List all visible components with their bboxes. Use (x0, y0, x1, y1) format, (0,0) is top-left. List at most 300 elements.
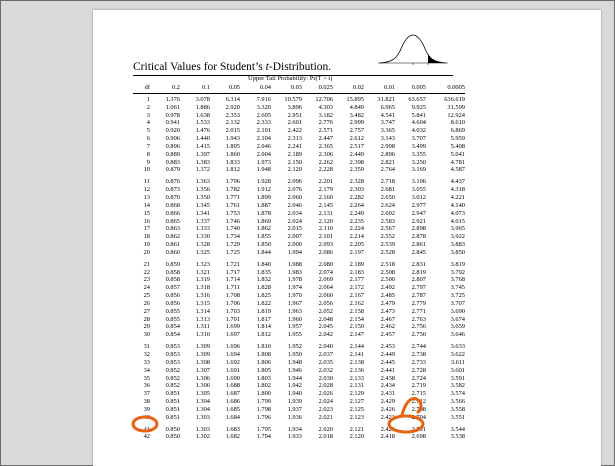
df-cell: 3 (146, 111, 150, 119)
value-cell: 2.712 (411, 398, 426, 406)
df-cell: 1 (146, 95, 150, 103)
df-cell: 13 (143, 193, 150, 201)
value-cell: 4.849 (349, 103, 364, 111)
value-cell: 1.683 (225, 425, 240, 433)
value-cell: 1.878 (256, 209, 271, 217)
value-cell: 2.136 (349, 366, 364, 374)
value-cell: 2.177 (349, 276, 364, 284)
value-cell: 1.690 (225, 374, 240, 382)
value-cell: 2.125 (349, 405, 364, 413)
value-cell: 2.046 (287, 201, 302, 209)
value-cell: 2.120 (318, 217, 333, 225)
value-cell: 2.704 (411, 413, 426, 421)
value-cell: 2.698 (411, 433, 426, 441)
value-cell: 2.328 (349, 178, 364, 186)
value-cell: 1.696 (225, 343, 240, 351)
value-cell: 2.040 (318, 343, 333, 351)
value-cell: 1.383 (195, 158, 210, 166)
value-cell: 2.060 (318, 292, 333, 300)
value-cell: 1.307 (195, 366, 210, 374)
value-cell: 0.861 (165, 241, 180, 249)
value-cell: 1.309 (195, 343, 210, 351)
df-cell: 31 (143, 343, 150, 351)
value-cell: 1.940 (287, 390, 302, 398)
value-cell: 2.042 (318, 331, 333, 339)
table-row (133, 316, 465, 324)
value-cell: 2.015 (225, 127, 240, 135)
value-cell: 2.453 (380, 343, 395, 351)
value-cell: 63.657 (408, 95, 426, 103)
value-cell: 1.691 (225, 366, 240, 374)
value-cell: 1.948 (256, 166, 271, 174)
value-cell: 1.310 (195, 331, 210, 339)
value-cell: 2.144 (349, 343, 364, 351)
value-cell: 2.129 (349, 390, 364, 398)
value-cell: 3.646 (450, 331, 465, 339)
value-cell: 1.782 (225, 186, 240, 194)
value-cell: 1.304 (195, 398, 210, 406)
value-cell: 1.397 (195, 150, 210, 158)
table-row (133, 93, 465, 103)
table-row (133, 225, 465, 233)
value-cell: 1.684 (225, 413, 240, 421)
value-cell: 4.015 (450, 217, 465, 225)
value-cell: 5.408 (450, 142, 465, 150)
table-row (133, 127, 465, 135)
value-cell: 1.692 (225, 358, 240, 366)
value-cell: 1.988 (287, 260, 302, 268)
value-cell: 0.870 (165, 193, 180, 201)
value-cell: 2.160 (318, 193, 333, 201)
value-cell: 2.896 (380, 150, 395, 158)
df-cell: 9 (146, 158, 150, 166)
value-cell: 2.080 (318, 260, 333, 268)
table-title: Critical Values for Student’s t-Distribution. (133, 61, 332, 73)
value-cell: 2.020 (318, 425, 333, 433)
value-cell: 3.965 (450, 225, 465, 233)
value-cell: 2.715 (411, 390, 426, 398)
df-cell: 27 (143, 307, 150, 315)
value-cell: 2.528 (380, 248, 395, 256)
value-cell: 2.133 (349, 374, 364, 382)
value-cell: 3.544 (450, 425, 465, 433)
value-cell: 6.314 (225, 95, 240, 103)
value-cell: 0.2 (150, 84, 180, 93)
value-cell: 0.879 (165, 166, 180, 174)
value-cell: 1.734 (225, 233, 240, 241)
value-cell: 0.889 (165, 150, 180, 158)
value-cell: 2.201 (318, 178, 333, 186)
value-cell: 1.862 (256, 225, 271, 233)
value-cell: 0.860 (165, 248, 180, 256)
value-cell: 2.757 (349, 127, 364, 135)
df-cell: 36 (143, 382, 150, 390)
value-cell: 0.868 (165, 201, 180, 209)
value-cell: 1.330 (195, 233, 210, 241)
value-cell: 1.832 (256, 276, 271, 284)
value-cell: 1.828 (256, 284, 271, 292)
value-cell: 1.805 (256, 366, 271, 374)
value-cell: 3.012 (411, 193, 426, 201)
value-cell: 2.150 (287, 158, 302, 166)
value-cell: 2.438 (380, 374, 395, 382)
value-cell: 1.688 (225, 382, 240, 390)
value-cell: 2.179 (318, 186, 333, 194)
value-cell: 1.934 (287, 425, 302, 433)
value-cell: 2.150 (349, 323, 364, 331)
table-row (133, 186, 465, 194)
value-cell: 1.303 (195, 425, 210, 433)
value-cell: 1.835 (256, 268, 271, 276)
value-cell: 2.422 (287, 127, 302, 135)
value-cell: 2.333 (256, 119, 271, 127)
value-cell: 1.703 (225, 307, 240, 315)
value-cell: 1.682 (225, 433, 240, 441)
table-row (133, 166, 465, 174)
value-cell: 12.706 (315, 95, 333, 103)
value-cell: 1.887 (256, 201, 271, 209)
value-cell: 1.337 (195, 217, 210, 225)
value-cell: 1.321 (195, 268, 210, 276)
value-cell: 2.567 (380, 225, 395, 233)
value-cell: 2.262 (318, 158, 333, 166)
value-cell: 1.825 (256, 292, 271, 300)
value-cell: 2.191 (256, 127, 271, 135)
value-cell: 1.305 (195, 390, 210, 398)
table-row (133, 375, 465, 383)
value-cell: 3.355 (411, 150, 426, 158)
value-cell: 0.04 (240, 84, 271, 93)
value-cell: 2.473 (380, 307, 395, 315)
value-cell: 2.602 (380, 209, 395, 217)
value-cell: 3.725 (450, 292, 465, 300)
value-cell: 3.707 (411, 135, 426, 143)
value-cell: 2.508 (380, 268, 395, 276)
table-row (133, 433, 465, 441)
value-cell: 0.856 (165, 292, 180, 300)
value-cell: 2.552 (380, 233, 395, 241)
value-cell: 1.372 (195, 166, 210, 174)
df-cell: 35 (143, 374, 150, 382)
value-cell: 1.328 (195, 241, 210, 249)
value-cell: 2.060 (287, 193, 302, 201)
value-cell: 1.895 (225, 142, 240, 150)
value-cell: 31.821 (377, 95, 395, 103)
value-cell: 1.309 (195, 351, 210, 358)
value-cell: 0.01 (364, 84, 395, 93)
df-cell: 18 (143, 233, 150, 241)
value-cell: 1.308 (195, 358, 210, 366)
value-cell: 2.162 (349, 299, 364, 307)
value-cell: 1.714 (225, 276, 240, 284)
value-cell: 1.687 (225, 390, 240, 398)
value-cell: 1.886 (195, 103, 210, 111)
value-cell: 2.131 (349, 382, 364, 390)
table-row (133, 284, 465, 292)
value-cell: 636.619 (444, 95, 465, 103)
value-cell: 0.858 (165, 276, 180, 284)
value-cell: 1.706 (225, 299, 240, 307)
value-cell: 2.708 (411, 405, 426, 413)
value-cell: 2.365 (318, 142, 333, 150)
value-cell: 2.235 (349, 217, 364, 225)
value-cell: 3.538 (450, 433, 465, 441)
value-cell: 2.920 (225, 103, 240, 111)
value-cell: 3.320 (256, 103, 271, 111)
value-cell: 0.851 (165, 405, 180, 413)
value-cell: 2.037 (318, 351, 333, 358)
value-cell: 1.313 (195, 315, 210, 323)
value-cell: 2.158 (349, 307, 364, 315)
value-cell: 1.306 (195, 382, 210, 390)
value-cell: 0.876 (165, 178, 180, 186)
df-cell: 26 (143, 299, 150, 307)
value-cell: 1.819 (256, 307, 271, 315)
value-cell: 1.957 (287, 323, 302, 331)
df-cell: 15 (143, 209, 150, 217)
value-cell: 1.936 (287, 413, 302, 421)
value-cell: 2.004 (256, 150, 271, 158)
value-cell: 2.724 (411, 374, 426, 382)
value-cell: 2.028 (318, 382, 333, 390)
table-row (133, 119, 465, 127)
table-row (133, 143, 465, 151)
table-row (133, 406, 465, 414)
df-cell: 37 (143, 390, 150, 398)
value-cell: 2.123 (349, 413, 364, 421)
value-cell: 2.449 (380, 351, 395, 358)
value-cell: 1.970 (287, 292, 302, 300)
value-cell: 1.869 (256, 217, 271, 225)
value-cell: 2.787 (411, 292, 426, 300)
value-cell: 1.311 (195, 323, 210, 331)
value-cell: 0.854 (165, 331, 180, 339)
table-row (133, 151, 465, 159)
value-cell: 2.898 (411, 225, 426, 233)
value-cell: 1.699 (225, 323, 240, 331)
df-cell: 5 (146, 127, 150, 135)
table-row (133, 112, 465, 120)
value-cell: 1.319 (195, 276, 210, 284)
value-cell: 1.729 (225, 241, 240, 249)
table-row (133, 159, 465, 167)
value-cell: 1.955 (287, 331, 302, 339)
df-cell: 19 (143, 241, 150, 249)
df-cell: 4 (146, 119, 150, 127)
value-cell: 3.768 (450, 276, 465, 284)
value-cell: 2.353 (225, 111, 240, 119)
value-cell: 1.476 (195, 127, 210, 135)
value-cell: 15.895 (346, 95, 364, 103)
value-cell: 1.323 (195, 260, 210, 268)
value-cell: 3.819 (450, 260, 465, 268)
value-cell: 1.946 (287, 366, 302, 374)
value-cell: 2.141 (349, 351, 364, 358)
value-cell: 2.517 (349, 142, 364, 150)
value-cell: 3.365 (380, 127, 395, 135)
value-cell: 1.725 (225, 248, 240, 256)
upper-tail-label: Upper Tail Probability: Pr(T > t) (248, 75, 333, 82)
df-cell: 24 (143, 284, 150, 292)
value-cell: 7.916 (256, 95, 271, 103)
value-cell: 2.719 (411, 382, 426, 390)
value-cell: 3.182 (318, 111, 333, 119)
value-cell: 2.878 (411, 233, 426, 241)
value-cell: 2.539 (380, 241, 395, 249)
value-cell: 2.429 (380, 398, 395, 406)
value-cell: 2.779 (411, 299, 426, 307)
value-cell: 1.860 (225, 150, 240, 158)
value-cell: 2.015 (287, 225, 302, 233)
value-cell: 3.611 (450, 358, 465, 366)
value-cell: 3.055 (411, 186, 426, 194)
value-cell: 1.685 (225, 405, 240, 413)
value-cell: 4.140 (450, 201, 465, 209)
table-row (133, 390, 465, 398)
value-cell: 1.844 (256, 248, 271, 256)
value-cell: 0.863 (165, 225, 180, 233)
df-cell: 33 (143, 358, 150, 366)
value-cell: 1.812 (225, 166, 240, 174)
value-cell: 3.106 (411, 178, 426, 186)
value-cell: 2.807 (411, 276, 426, 284)
value-cell: 1.855 (256, 233, 271, 241)
table-row (133, 308, 465, 316)
value-cell: 1.943 (225, 135, 240, 143)
value-cell: 1.316 (195, 292, 210, 300)
value-cell: 2.172 (349, 284, 364, 292)
value-cell: 5.959 (450, 135, 465, 143)
value-cell: 4.303 (318, 103, 333, 111)
table-row (133, 351, 465, 359)
value-cell: 0.858 (165, 268, 180, 276)
value-cell: 2.492 (380, 284, 395, 292)
value-cell: 2.447 (318, 135, 333, 143)
df-cell: 17 (143, 225, 150, 233)
value-cell: 2.024 (318, 398, 333, 406)
value-cell: 0.856 (165, 299, 180, 307)
value-cell: 1.746 (225, 217, 240, 225)
value-cell: 2.733 (411, 358, 426, 366)
value-cell: 1.345 (195, 201, 210, 209)
value-cell: 12.924 (447, 111, 465, 119)
value-cell: 0.978 (165, 111, 180, 119)
value-cell: 2.571 (318, 127, 333, 135)
value-cell: 1.950 (287, 351, 302, 358)
value-cell: 2.228 (318, 166, 333, 174)
value-cell: 2.007 (287, 233, 302, 241)
value-cell: 2.101 (318, 233, 333, 241)
value-cell: 1.304 (195, 405, 210, 413)
value-cell: 1.978 (287, 276, 302, 284)
value-cell: 2.797 (411, 284, 426, 292)
value-cell: 0.855 (165, 307, 180, 315)
value-cell: 1.939 (287, 398, 302, 406)
table-header-row (133, 84, 465, 93)
table-row (133, 414, 465, 422)
value-cell: 2.426 (380, 405, 395, 413)
value-cell: 2.120 (287, 166, 302, 174)
value-cell: 1.973 (256, 158, 271, 166)
value-cell: 1.817 (256, 315, 271, 323)
table-row (133, 194, 465, 202)
value-cell: 2.127 (349, 398, 364, 406)
value-cell: 0.1 (180, 84, 210, 93)
value-cell: 2.831 (411, 260, 426, 268)
df-cell: 8 (146, 150, 150, 158)
value-cell: 2.264 (349, 201, 364, 209)
value-cell: 2.197 (349, 248, 364, 256)
value-cell: 2.030 (318, 374, 333, 382)
value-cell: 2.583 (380, 217, 395, 225)
value-cell: 3.792 (450, 268, 465, 276)
value-cell: 2.064 (318, 284, 333, 292)
table-row (133, 323, 465, 331)
value-cell: 2.138 (349, 358, 364, 366)
value-cell: 2.441 (380, 366, 395, 374)
value-cell: 0.05 (210, 84, 240, 93)
value-cell: 0.025 (302, 84, 333, 93)
value-cell: 1.341 (195, 209, 210, 217)
df-cell: df (133, 84, 150, 93)
df-cell: 11 (143, 178, 150, 186)
value-cell: 1.333 (195, 225, 210, 233)
value-cell: 1.711 (225, 284, 240, 292)
value-cell: 1.967 (287, 299, 302, 307)
value-cell: 0.866 (165, 209, 180, 217)
value-cell: 0.854 (165, 323, 180, 331)
table-row (133, 174, 465, 186)
value-cell: 2.701 (411, 425, 426, 433)
value-cell: 3.169 (411, 166, 426, 174)
value-cell: 4.587 (450, 166, 465, 174)
value-cell: 0.850 (165, 425, 180, 433)
value-cell: 2.120 (349, 433, 364, 441)
df-cell: 41 (143, 425, 150, 433)
value-cell: 1.794 (256, 433, 271, 441)
value-cell: 2.183 (349, 268, 364, 276)
value-cell: 1.933 (287, 433, 302, 441)
value-cell: 2.189 (349, 260, 364, 268)
value-cell: 4.541 (380, 111, 395, 119)
value-cell: 3.551 (450, 413, 465, 421)
value-cell: 1.937 (287, 405, 302, 413)
value-cell: 3.250 (411, 158, 426, 166)
value-cell: 0.02 (333, 84, 364, 93)
table-row (133, 331, 465, 339)
value-cell: 3.622 (450, 351, 465, 358)
value-cell: 2.921 (411, 217, 426, 225)
value-cell: 2.306 (318, 150, 333, 158)
value-cell: 2.423 (380, 413, 395, 421)
value-cell: 2.076 (287, 186, 302, 194)
value-cell: 1.952 (287, 343, 302, 351)
df-cell: 2 (146, 103, 150, 111)
value-cell: 1.983 (287, 268, 302, 276)
value-cell: 2.998 (380, 142, 395, 150)
value-cell: 2.624 (380, 201, 395, 209)
value-cell: 0.896 (165, 142, 180, 150)
value-cell: 2.605 (256, 111, 271, 119)
value-cell: 31.599 (447, 103, 465, 111)
value-cell: 1.701 (225, 315, 240, 323)
value-cell: 4.032 (411, 127, 426, 135)
table-row (133, 218, 465, 226)
df-cell: 12 (143, 186, 150, 194)
value-cell: 1.822 (256, 299, 271, 307)
value-cell: 0.906 (165, 135, 180, 143)
value-cell: 2.000 (287, 241, 302, 249)
